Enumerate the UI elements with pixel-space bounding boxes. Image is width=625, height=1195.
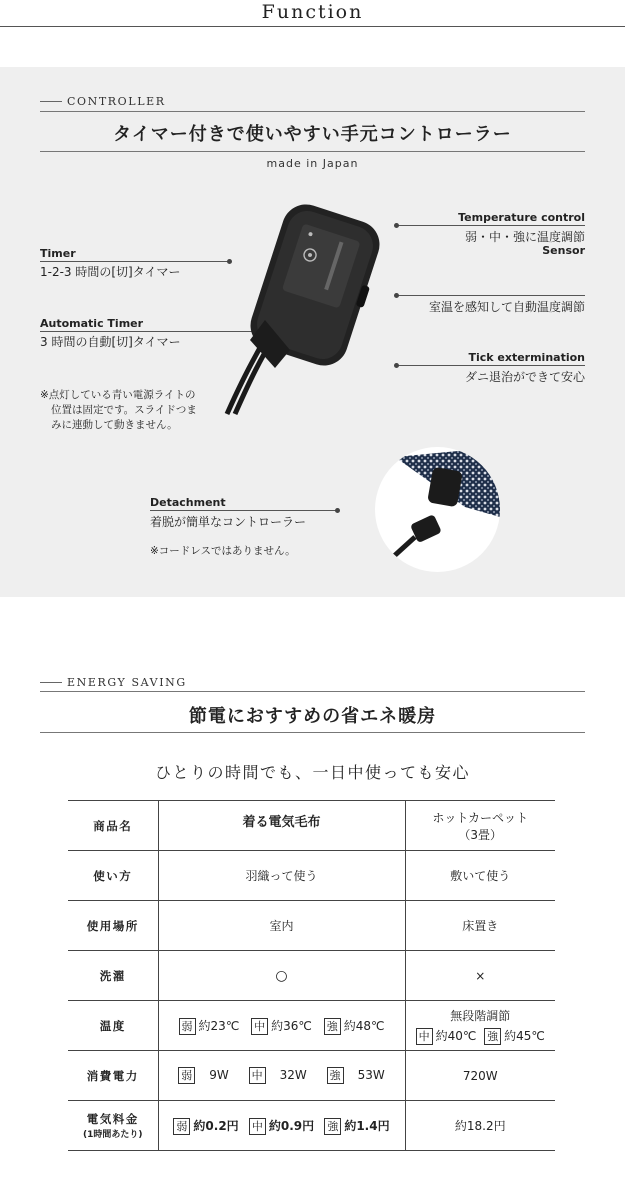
energy-top-rule xyxy=(40,691,585,692)
made-in-label: made in Japan xyxy=(266,157,359,170)
table-row xyxy=(68,851,555,901)
row-label: 使い方 xyxy=(68,851,158,901)
energy-bottom-rule xyxy=(40,732,585,733)
product-b-line: （3畳） xyxy=(458,827,503,842)
temp-control-title: Temperature control xyxy=(458,211,585,224)
level-value: 約1.4円 xyxy=(344,1118,390,1133)
cell xyxy=(158,1051,405,1101)
cell: 室内 xyxy=(158,901,405,951)
product-b-name xyxy=(405,801,555,851)
detach-desc: 着脱が簡単なコントローラー xyxy=(150,515,307,529)
product-b-line: ホットカーペット xyxy=(432,810,529,825)
level-value: 約48℃ xyxy=(343,1018,385,1033)
cell xyxy=(158,1101,405,1151)
level-value: 約36℃ xyxy=(271,1018,312,1033)
sensor-desc: 室温を感知して自動温度調節 xyxy=(428,300,585,314)
energy-heading: 節電におすすめの省エネ暖房 xyxy=(188,706,437,727)
table-row xyxy=(68,951,555,1001)
tick-title: Tick extermination xyxy=(468,351,585,364)
level-group xyxy=(484,1027,545,1045)
level-group xyxy=(324,1017,385,1035)
light-note-line: みに連動して動きません。 xyxy=(51,419,178,431)
controller-heading: タイマー付きで使いやすい手元コントローラー xyxy=(113,124,512,145)
cell: 床置き xyxy=(405,901,555,951)
cost-label: 電気料金 xyxy=(86,1112,139,1126)
level-group xyxy=(173,1117,238,1135)
energy-subheading: ひとりの時間でも、一日中使っても安心 xyxy=(154,763,470,782)
level-badge: 中 xyxy=(249,1118,266,1135)
level-group xyxy=(179,1017,240,1035)
level-value: 32W xyxy=(279,1068,307,1082)
tick-leader-line xyxy=(398,365,585,366)
section-lead-line xyxy=(40,682,62,683)
level-badge: 弱 xyxy=(173,1118,190,1135)
comparison-table xyxy=(68,800,555,1151)
cell: 720W xyxy=(405,1051,555,1101)
timer-desc: 1-2-3 時間の[切]タイマー xyxy=(40,265,181,279)
section-lead-line xyxy=(40,101,62,102)
level-group xyxy=(249,1067,307,1084)
detach-leader-line xyxy=(150,510,338,511)
row-label: 使用場所 xyxy=(68,901,158,951)
row-label: 洗濯 xyxy=(68,951,158,1001)
cell xyxy=(405,1001,555,1051)
level-badge: 強 xyxy=(324,1118,341,1135)
timer-title: Timer xyxy=(40,247,76,260)
level-badge: 強 xyxy=(327,1067,344,1084)
controller-top-rule xyxy=(40,111,585,112)
level-badge: 中 xyxy=(249,1067,266,1084)
table-row xyxy=(68,1001,555,1051)
light-note-line: 位置は固定です。スライドつま xyxy=(51,404,197,416)
cell: ○ xyxy=(158,951,405,1001)
row-label: 商品名 xyxy=(68,801,158,851)
temp-control-desc: 弱・中・強に温度調節 xyxy=(464,230,585,244)
cell: 約18.2円 xyxy=(405,1101,555,1151)
table-row xyxy=(68,901,555,951)
level-value: 9W xyxy=(209,1068,229,1082)
controller-section-label: CONTROLLER xyxy=(67,95,166,108)
timer-leader-line xyxy=(40,261,230,262)
level-group xyxy=(416,1027,477,1045)
level-group xyxy=(251,1017,312,1035)
level-badge: 中 xyxy=(416,1028,433,1045)
stepless-label: 無段階調節 xyxy=(450,1008,511,1023)
controller-bottom-rule xyxy=(40,151,585,152)
level-badge: 弱 xyxy=(178,1067,195,1084)
level-group xyxy=(327,1067,385,1084)
auto-timer-desc: 3 時間の自動[切]タイマー xyxy=(40,335,181,349)
page-title: Function xyxy=(261,1,364,23)
level-value: 約40℃ xyxy=(435,1028,477,1043)
detach-note: ※コードレスではありません。 xyxy=(150,545,296,557)
table-row xyxy=(68,801,555,851)
detachment-photo xyxy=(375,447,500,572)
cost-sublabel: (1時間あたり) xyxy=(83,1130,143,1140)
detach-leader-dot xyxy=(335,508,340,513)
auto-timer-title: Automatic Timer xyxy=(40,317,144,330)
energy-section-label: ENERGY SAVING xyxy=(67,676,187,689)
level-group xyxy=(178,1067,229,1084)
level-badge: 弱 xyxy=(179,1018,196,1035)
row-label xyxy=(68,1101,158,1151)
light-note xyxy=(40,388,197,433)
detach-title: Detachment xyxy=(150,496,226,509)
temp-control-leader-line xyxy=(398,225,585,226)
row-label: 消費電力 xyxy=(68,1051,158,1101)
level-badge: 強 xyxy=(484,1028,501,1045)
level-value: 53W xyxy=(357,1068,385,1082)
cell: 敷いて使う xyxy=(405,851,555,901)
level-group xyxy=(324,1117,389,1135)
sensor-title: Sensor xyxy=(542,244,585,257)
controller-device-illustration xyxy=(205,200,395,420)
level-value: 約0.2円 xyxy=(193,1118,239,1133)
level-group xyxy=(249,1117,314,1135)
level-badge: 強 xyxy=(324,1018,341,1035)
cell xyxy=(158,1001,405,1051)
table-row xyxy=(68,1101,555,1151)
cell: × xyxy=(405,951,555,1001)
header-divider xyxy=(0,26,625,27)
light-note-line: ※点灯している青い電源ライトの xyxy=(40,389,196,401)
product-a-name: 着る電気毛布 xyxy=(158,801,405,851)
level-value: 約23℃ xyxy=(198,1018,240,1033)
sensor-leader-line xyxy=(398,295,585,296)
cell: 羽織って使う xyxy=(158,851,405,901)
level-badge: 中 xyxy=(251,1018,268,1035)
level-value: 約0.9円 xyxy=(268,1118,315,1133)
row-label: 温度 xyxy=(68,1001,158,1051)
level-value: 約45℃ xyxy=(504,1028,545,1043)
table-row xyxy=(68,1051,555,1101)
tick-desc: ダニ退治ができて安心 xyxy=(464,370,585,384)
